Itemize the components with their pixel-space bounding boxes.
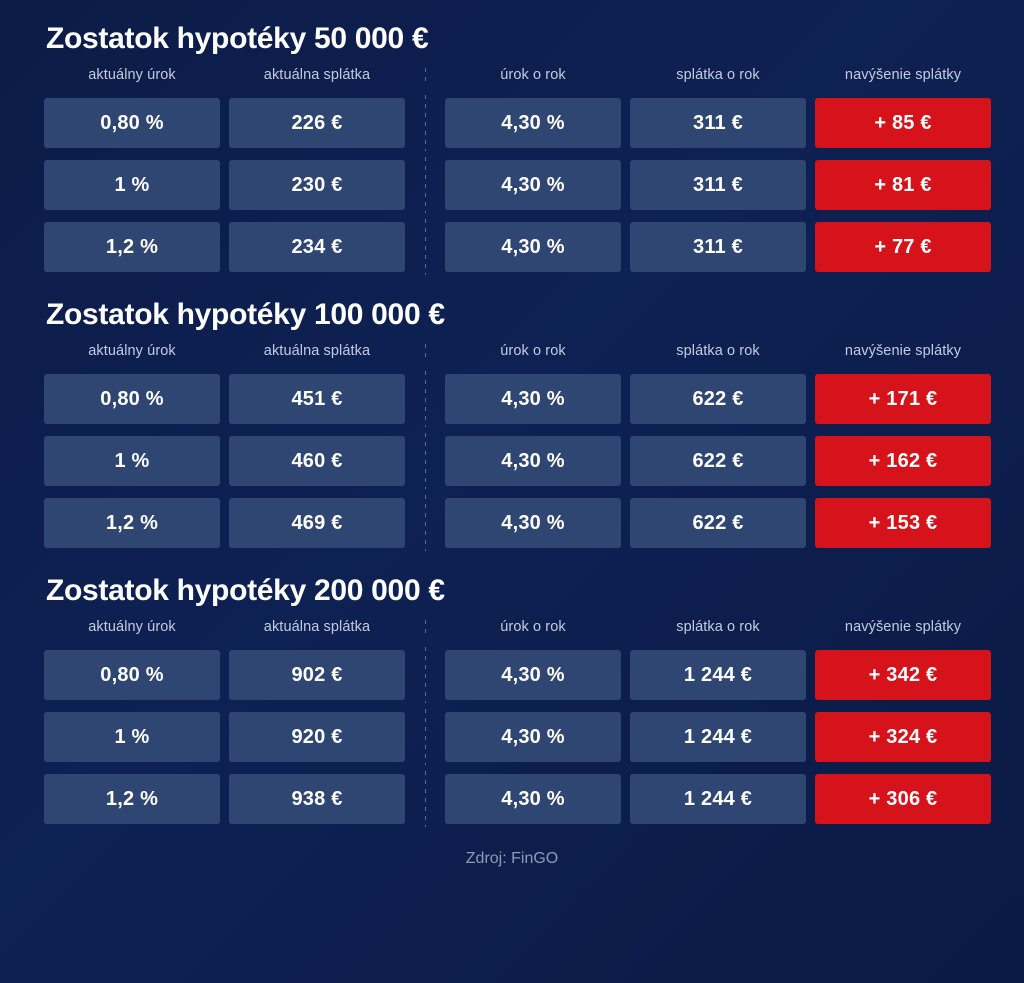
table-cell-current-rate: 1,2 %: [44, 498, 220, 548]
mortgage-block-100000: [44, 298, 980, 548]
table-cell-payment-increase: + 171 €: [815, 374, 991, 424]
column-header-payment-increase: navýšenie splátky: [844, 343, 962, 359]
block-title: Zostatok hypotéky 50 000 €: [46, 22, 429, 55]
row-divider: [414, 712, 436, 762]
column-header-payment-in-year: splátka o rok: [676, 619, 760, 635]
row-divider: [414, 774, 436, 824]
table-cell-payment-increase: + 306 €: [815, 774, 991, 824]
column-header-rate-in-year: úrok o rok: [500, 343, 566, 359]
column-header-payment-in-year: splátka o rok: [676, 67, 760, 83]
table-cell-rate-in-year: 4,30 %: [445, 712, 621, 762]
table-cell-payment-increase: + 324 €: [815, 712, 991, 762]
column-divider: [414, 66, 436, 86]
table-cell-current-payment: 938 €: [229, 774, 405, 824]
column-header-current-payment: aktuálna splátka: [263, 619, 371, 635]
column-header-current-rate: aktuálny úrok: [88, 343, 176, 359]
table-cell-payment-increase: + 162 €: [815, 436, 991, 486]
row-divider: [414, 436, 436, 486]
table-cell-rate-in-year: 4,30 %: [445, 374, 621, 424]
table-cell-rate-in-year: 4,30 %: [445, 222, 621, 272]
table-cell-rate-in-year: 4,30 %: [445, 650, 621, 700]
table-cell-payment-in-year: 311 €: [630, 222, 806, 272]
table-cell-current-rate: 1,2 %: [44, 774, 220, 824]
column-header-current-rate: aktuálny úrok: [88, 67, 176, 83]
table-cell-current-rate: 1,2 %: [44, 222, 220, 272]
table-cell-payment-in-year: 1 244 €: [630, 650, 806, 700]
rates-table: [44, 66, 980, 272]
table-cell-payment-in-year: 311 €: [630, 98, 806, 148]
mortgage-block-200000: [44, 574, 980, 824]
row-divider: [414, 498, 436, 548]
table-cell-payment-in-year: 1 244 €: [630, 712, 806, 762]
row-divider: [414, 222, 436, 272]
table-cell-rate-in-year: 4,30 %: [445, 98, 621, 148]
source-note: Zdroj: FinGO: [465, 850, 559, 867]
column-divider: [414, 342, 436, 362]
rates-table: [44, 342, 980, 548]
table-cell-current-payment: 902 €: [229, 650, 405, 700]
table-cell-payment-increase: + 153 €: [815, 498, 991, 548]
column-header-payment-in-year: splátka o rok: [676, 343, 760, 359]
column-header-rate-in-year: úrok o rok: [500, 67, 566, 83]
mortgage-block-50000: [44, 22, 980, 272]
table-cell-payment-in-year: 622 €: [630, 498, 806, 548]
table-cell-payment-increase: + 77 €: [815, 222, 991, 272]
table-cell-current-rate: 0,80 %: [44, 98, 220, 148]
table-cell-current-rate: 1 %: [44, 712, 220, 762]
table-cell-current-rate: 1 %: [44, 160, 220, 210]
table-cell-current-payment: 460 €: [229, 436, 405, 486]
row-divider: [414, 374, 436, 424]
table-cell-payment-in-year: 622 €: [630, 436, 806, 486]
column-header-current-payment: aktuálna splátka: [263, 343, 371, 359]
table-cell-current-payment: 234 €: [229, 222, 405, 272]
table-cell-payment-increase: + 81 €: [815, 160, 991, 210]
table-cell-current-rate: 0,80 %: [44, 374, 220, 424]
column-header-current-rate: aktuálny úrok: [88, 619, 176, 635]
row-divider: [414, 650, 436, 700]
column-divider: [414, 618, 436, 638]
table-cell-rate-in-year: 4,30 %: [445, 160, 621, 210]
table-cell-current-payment: 230 €: [229, 160, 405, 210]
table-cell-current-payment: 469 €: [229, 498, 405, 548]
block-title: Zostatok hypotéky 200 000 €: [46, 574, 445, 607]
table-cell-rate-in-year: 4,30 %: [445, 436, 621, 486]
block-title: Zostatok hypotéky 100 000 €: [46, 298, 445, 331]
table-cell-payment-in-year: 1 244 €: [630, 774, 806, 824]
table-cell-current-payment: 226 €: [229, 98, 405, 148]
table-cell-current-payment: 920 €: [229, 712, 405, 762]
table-cell-payment-increase: + 85 €: [815, 98, 991, 148]
column-header-payment-increase: navýšenie splátky: [844, 67, 962, 83]
table-cell-payment-increase: + 342 €: [815, 650, 991, 700]
row-divider: [414, 98, 436, 148]
row-divider: [414, 160, 436, 210]
table-cell-payment-in-year: 622 €: [630, 374, 806, 424]
table-cell-current-payment: 451 €: [229, 374, 405, 424]
column-header-current-payment: aktuálna splátka: [263, 67, 371, 83]
column-header-rate-in-year: úrok o rok: [500, 619, 566, 635]
table-cell-current-rate: 0,80 %: [44, 650, 220, 700]
table-cell-rate-in-year: 4,30 %: [445, 498, 621, 548]
table-cell-rate-in-year: 4,30 %: [445, 774, 621, 824]
rates-table: [44, 618, 980, 824]
column-header-payment-increase: navýšenie splátky: [844, 619, 962, 635]
table-cell-payment-in-year: 311 €: [630, 160, 806, 210]
table-cell-current-rate: 1 %: [44, 436, 220, 486]
